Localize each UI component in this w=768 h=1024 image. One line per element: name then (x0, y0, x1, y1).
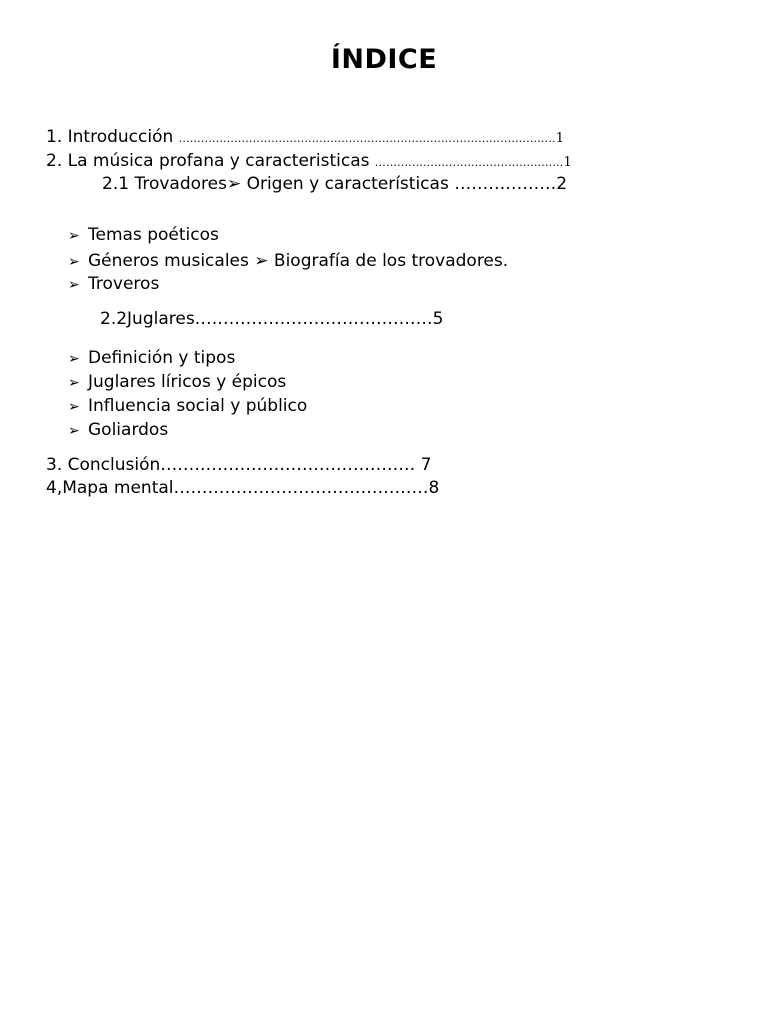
toc-entry-label: 1. Introducción (46, 127, 179, 147)
toc-entry-trovadores: 2.1 Trovadores➢ Origen y características ………………2 (102, 174, 568, 194)
toc-entry-juglares: 2.2Juglares……………………………………5 (100, 309, 444, 329)
toc-bullet-item (68, 224, 219, 247)
toc-entry-label: 2. La música profana y caracteristicas (46, 151, 375, 171)
toc-bullet-item (68, 250, 508, 273)
bullet-text: Goliardos (88, 420, 169, 440)
toc-page-number: 1 (555, 131, 564, 146)
toc-entry-musica-profana (46, 150, 572, 174)
toc-bullet-item (68, 347, 235, 370)
toc-leader-dots: ...................................................................................................... (178, 132, 556, 145)
arrowhead-bullet-icon: ➢ (68, 423, 80, 439)
arrowhead-bullet-icon: ➢ (68, 228, 80, 244)
arrowhead-bullet-icon: ➢ (68, 375, 80, 391)
bullet-text: Temas poéticos (88, 225, 219, 245)
arrowhead-bullet-icon: ➢ (68, 277, 80, 293)
toc-bullet-item (68, 273, 159, 296)
bullet-text: Juglares líricos y épicos (88, 372, 287, 392)
toc-page-number: 1 (563, 155, 572, 170)
bullet-text: Troveros (88, 274, 160, 294)
arrowhead-bullet-icon: ➢ (68, 399, 80, 415)
bullet-text: Influencia social y público (88, 396, 308, 416)
bullet-text: Géneros musicales ➢ Biografía de los trovadores. (88, 251, 509, 271)
page-title: ÍNDICE (330, 44, 438, 75)
arrowhead-bullet-icon: ➢ (68, 254, 80, 270)
toc-bullet-item (68, 419, 168, 442)
toc-entry-introduccion (46, 126, 564, 150)
bullet-text: Definición y tipos (88, 348, 236, 368)
toc-leader-dots: ................................................... (374, 156, 564, 169)
toc-bullet-item (68, 395, 307, 418)
toc-bullet-item (68, 371, 286, 394)
toc-entry-conclusion: 3. Conclusión……………………………………… 7 (46, 455, 432, 475)
arrowhead-bullet-icon: ➢ (68, 351, 80, 367)
toc-entry-mapa-mental: 4,Mapa mental………………………………………8 (46, 478, 440, 498)
